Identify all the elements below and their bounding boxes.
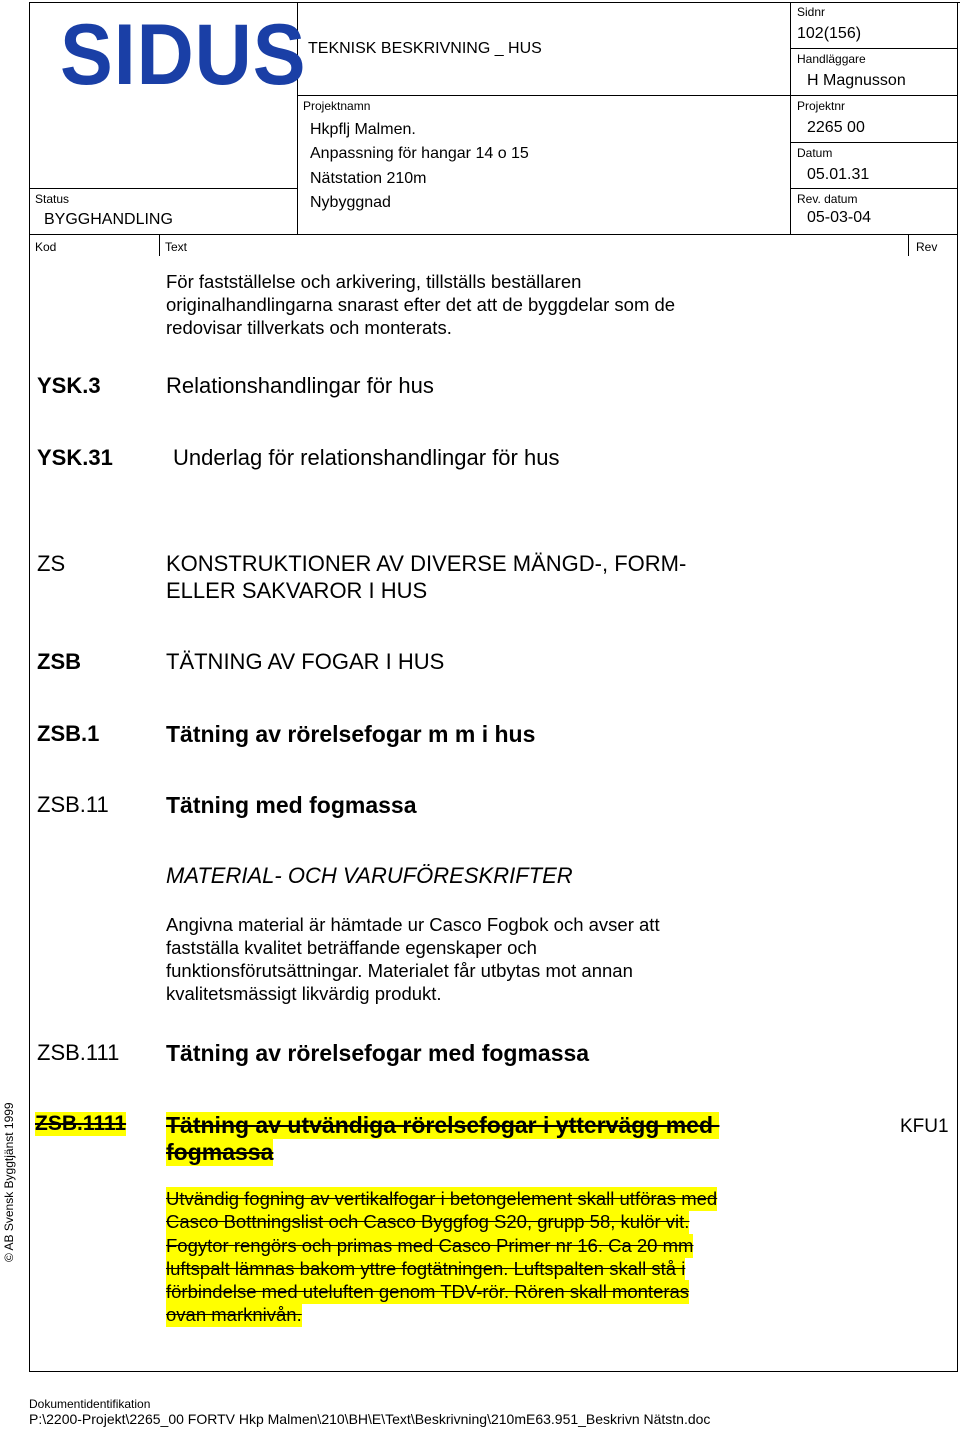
section-title-zsb111: Tätning av rörelsefogar med fogmassa: [166, 1040, 590, 1066]
projektnamn-line-2: Anpassning för hangar 14 o 15: [310, 145, 529, 162]
handlaggare-label: Handläggare: [797, 52, 866, 66]
zsb1111-body-line-2: Casco Bottningslist och Casco Byggfog S20, grupp 58, kulör vit.: [166, 1211, 690, 1232]
sidus-logo: SIDUS: [60, 7, 307, 103]
footer-label: Dokumentidentifikation: [29, 1397, 151, 1411]
section-title-ysk31: Underlag för relationshandlingar för hus: [173, 445, 560, 470]
intro-line-2: originalhandlingarna snarast efter det att de byggdelar som de: [166, 294, 676, 315]
revision-marker-kfu1: KFU1: [900, 1116, 949, 1137]
header-divider-h1: [297, 95, 958, 96]
header-divider-h4: [790, 142, 958, 143]
frame-left: [29, 2, 30, 1372]
status-value: BYGGHANDLING: [44, 211, 173, 228]
frame-top: [29, 2, 960, 3]
material-line-2: fastställa kvalitet beträffande egenskaper och: [166, 937, 537, 958]
zsb1111-body-line-5: förbindelse med uteluften genom TDV-rör. Rören skall monteras: [166, 1281, 690, 1302]
datum-label: Datum: [797, 146, 833, 160]
section-code-ysk3: YSK.3: [37, 373, 101, 398]
section-code-zsb1111: ZSB.1111: [35, 1112, 127, 1135]
sidnr-label: Sidnr: [797, 5, 826, 19]
section-title-zsb1111-line-2: fogmassa: [166, 1139, 274, 1165]
section-title-ysk3: Relationshandlingar för hus: [166, 373, 434, 398]
section-title-zsb1: Tätning av rörelsefogar m m i hus: [166, 721, 536, 747]
header-bottom: [29, 234, 958, 235]
intro-line-3: redovisar tillverkats och monterats.: [166, 317, 452, 338]
handlaggare-value: H Magnusson: [807, 72, 906, 89]
section-code-zsb1: ZSB.1: [37, 721, 100, 746]
footer-document-path: P:\2200-Projekt\2265_00 FORTV Hkp Malmen\210\BH\E\Text\Beskrivning\210mE63.951_Beskrivn Nätstn.doc: [29, 1411, 711, 1427]
col-divider-rev: [908, 234, 909, 256]
projektnr-label: Projektnr: [797, 99, 846, 113]
header-divider-v2: [790, 2, 791, 235]
section-title-zsb: TÄTNING AV FOGAR I HUS: [166, 649, 445, 674]
frame-bottom: [29, 1371, 958, 1372]
section-code-zsb: ZSB: [37, 649, 81, 674]
side-copyright: © AB Svensk Byggtjänst 1999: [2, 1102, 16, 1262]
revdatum-label: Rev. datum: [797, 192, 858, 206]
projektnamn-line-3: Nätstation 210m: [310, 170, 427, 187]
section-code-zs: ZS: [37, 551, 66, 576]
status-label: Status: [35, 192, 70, 206]
column-kod: Kod: [35, 240, 57, 254]
intro-line-1: För fastställelse och arkivering, tillställs beställaren: [166, 271, 582, 292]
header-divider-h5: [790, 188, 958, 189]
zsb1111-body-line-6: ovan marknivån.: [166, 1304, 302, 1325]
zsb1111-body-line-3: Fogytor rengörs och primas med Casco Primer nr 16. Ca 20 mm: [166, 1235, 694, 1256]
document-title: TEKNISK BESKRIVNING _ HUS: [308, 40, 542, 57]
material-line-3: funktionsförutsättningar. Materialet får utbytas mot annan: [166, 960, 633, 981]
sidnr-value: 102(156): [797, 25, 862, 42]
section-code-ysk31: YSK.31: [37, 445, 113, 470]
header-divider-h3: [790, 48, 958, 49]
zsb1111-body-line-1: Utvändig fogning av vertikalfogar i betongelement skall utföras med: [166, 1188, 718, 1209]
material-line-4: kvalitetsmässigt likvärdig produkt.: [166, 983, 442, 1004]
column-rev: Rev: [916, 240, 938, 254]
projektnamn-line-4: Nybyggnad: [310, 194, 391, 211]
frame-right: [957, 2, 958, 1372]
col-divider-kod: [159, 234, 160, 256]
header-divider-h2: [29, 188, 298, 189]
section-title-zsb11: Tätning med fogmassa: [166, 792, 417, 818]
column-text: Text: [165, 240, 188, 254]
material-line-1: Angivna material är hämtade ur Casco Fogbok och avser att: [166, 914, 660, 935]
section-title-zsb1111-line-1: Tätning av utvändiga rörelsefogar i yttervägg med: [166, 1112, 720, 1138]
projektnamn-line-1: Hkpflj Malmen.: [310, 121, 416, 138]
material-heading: MATERIAL- OCH VARUFÖRESKRIFTER: [166, 863, 573, 888]
section-title-zs-line-1: KONSTRUKTIONER AV DIVERSE MÄNGD-, FORM-: [166, 551, 687, 576]
section-code-zsb111: ZSB.111: [37, 1040, 120, 1065]
section-code-zsb11: ZSB.11: [37, 792, 109, 817]
zsb1111-body-line-4: luftspalt lämnas bakom yttre fogtätningen. Luftspalten skall stå i: [166, 1258, 686, 1279]
projektnamn-label: Projektnamn: [303, 99, 371, 113]
section-title-zs-line-2: ELLER SAKVAROR I HUS: [166, 578, 428, 603]
datum-value: 05.01.31: [807, 166, 870, 183]
revdatum-value: 05-03-04: [807, 209, 872, 226]
projektnr-value: 2265 00: [807, 119, 865, 136]
